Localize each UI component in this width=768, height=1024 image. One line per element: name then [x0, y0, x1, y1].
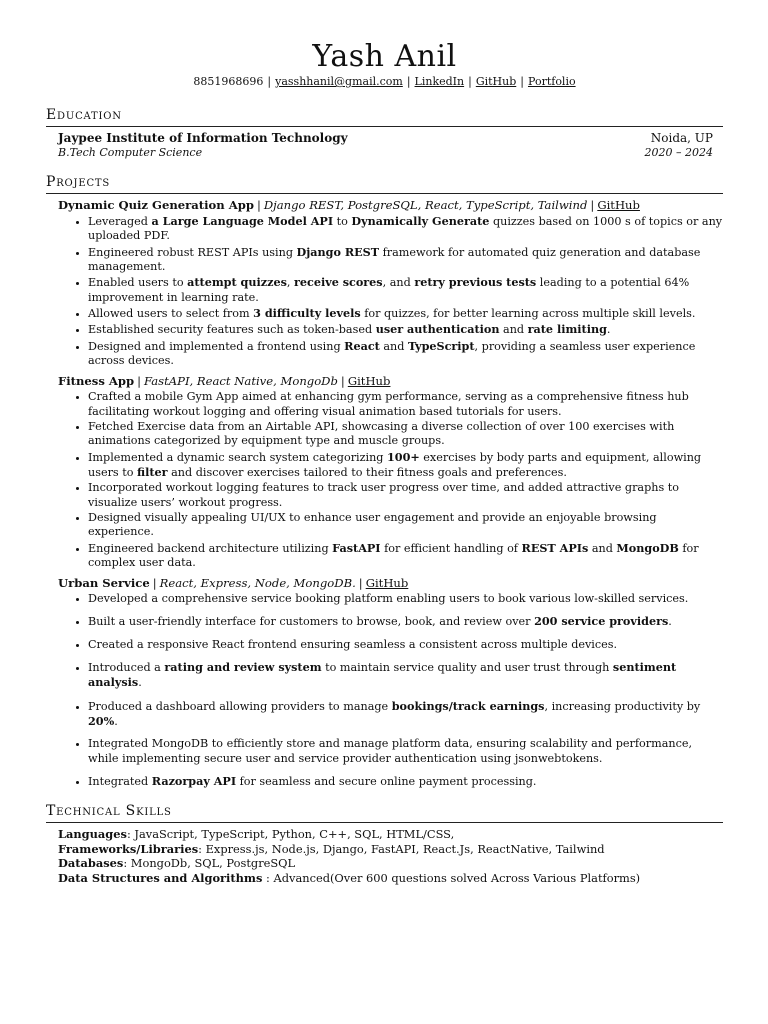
- project-title: Dynamic Quiz Generation App: [58, 198, 254, 213]
- bold-text: TypeScript: [407, 338, 475, 353]
- project-entry: [46, 576, 723, 789]
- bullet-item: • Created a responsive React frontend ensuring seamless a consistent across multiple devices.: [88, 638, 723, 652]
- degree: B.Tech Computer Science: [58, 146, 203, 160]
- skill-label: Frameworks/Libraries: [58, 841, 199, 856]
- skill-value: Express.js, Node.js, Django, FastAPI, React.Js, ReactNative, Tailwind: [205, 841, 605, 856]
- bold-text: retry previous tests: [414, 275, 537, 290]
- education-dates: 2020 – 2024: [644, 146, 713, 160]
- project-bullets: [58, 390, 723, 570]
- bold-text: 20%: [88, 714, 115, 728]
- project-github-link[interactable]: GitHub: [597, 198, 640, 213]
- bullet-item: • Designed and implemented a frontend using React and TypeScript, providing a seamless user experience across devices.: [88, 339, 723, 369]
- candidate-name: Yash Anil: [312, 39, 457, 74]
- education-row-degree: [46, 146, 723, 160]
- project-entry: [46, 374, 723, 570]
- education-row-institution: [46, 131, 723, 146]
- bullet-item: • Designed visually appealing UI/UX to enhance user engagement and provide an enjoyable browsing experience.: [88, 511, 723, 540]
- portfolio-link[interactable]: Portfolio: [527, 75, 576, 88]
- bold-text: React: [344, 338, 380, 353]
- bullet-item: • Implemented a dynamic search system categorizing 100+ exercises by body parts and equipment, allowing users to filter and discover exercises tailored to their fitness goals and preferences.: [88, 450, 723, 481]
- contact-line: [46, 75, 723, 89]
- email-link[interactable]: yasshhanil@gmail.com: [275, 75, 403, 88]
- project-header: [58, 374, 723, 389]
- linkedin-link[interactable]: LinkedIn: [414, 75, 465, 88]
- skill-row: Frameworks/Libraries: Express.js, Node.js, Django, FastAPI, React.Js, ReactNative, Tailwind: [58, 841, 605, 856]
- projects-list: [46, 198, 723, 789]
- bold-text: 100+: [387, 449, 420, 464]
- bullet-item: • Built a user-friendly interface for customers to browse, book, and review over 200 service providers.: [88, 614, 723, 629]
- project-header: [58, 198, 723, 213]
- separator: |: [590, 198, 595, 213]
- skills-list: [46, 827, 723, 885]
- institution-location: Noida, UP: [650, 130, 713, 145]
- bold-text: attempt quizzes: [187, 275, 287, 290]
- separator: |: [406, 75, 411, 88]
- bold-text: a Large Language Model API: [151, 214, 334, 229]
- bullet-item: • Fetched Exercise data from an Airtable API, showcasing a diverse collection of over 100 exercises with animations categorized by equipment type and muscle groups.: [88, 420, 723, 449]
- bullet-item: • Integrated MongoDB to efficiently store and manage platform data, ensuring scalability and performance, while implementing secure user and service provider authentication using jsonwebtokens.: [88, 737, 723, 766]
- bullet-item: • Crafted a mobile Gym App aimed at enhancing gym performance, serving as a comprehensive fitness hub facilitating workout logging and offering visual animation based tutorials for users.: [88, 390, 723, 419]
- skills-heading: Technical Skills: [46, 803, 723, 823]
- project-title: Fitness App: [58, 374, 135, 389]
- separator: |: [468, 75, 472, 88]
- project-github-link[interactable]: GitHub: [365, 576, 409, 591]
- separator: |: [137, 374, 142, 389]
- bullet-item: • Engineered robust REST APIs using Django REST framework for automated quiz generation and database management.: [88, 245, 723, 275]
- bold-text: filter: [137, 464, 168, 479]
- project-tech-stack: React, Express, Node, MongoDB.: [159, 576, 356, 591]
- bold-text: user authentication: [375, 322, 500, 337]
- bold-text: FastAPI: [332, 540, 381, 555]
- separator: |: [358, 576, 363, 591]
- institution-name: Jaypee Institute of Information Technology: [58, 130, 348, 145]
- project-header: [58, 576, 723, 591]
- bullet-item: • Introduced a rating and review system to maintain service quality and user trust through sentiment analysis.: [88, 660, 723, 691]
- bullet-item: • Established security features such as token-based user authentication and rate limiting.: [88, 322, 723, 337]
- separator: |: [256, 198, 261, 213]
- bold-text: Dynamically Generate: [351, 214, 490, 229]
- skill-value: MongoDb, SQL, PostgreSQL: [130, 856, 296, 871]
- skill-row: Databases: MongoDb, SQL, PostgreSQL: [58, 856, 296, 871]
- bold-text: Django REST: [296, 244, 380, 259]
- bullet-item: • Integrated Razorpay API for seamless and secure online payment processing.: [88, 774, 723, 789]
- bold-text: receive scores: [294, 275, 383, 290]
- bold-text: bookings/track earnings: [391, 698, 545, 713]
- project-github-link[interactable]: GitHub: [347, 374, 391, 389]
- bold-text: rate limiting: [527, 322, 607, 337]
- skill-row: Data Structures and Algorithms : Advanced(Over 600 questions solved Across Various Platforms): [58, 871, 641, 885]
- project-entry: [46, 198, 723, 368]
- github-link[interactable]: GitHub: [475, 75, 517, 88]
- project-tech-stack: FastAPI, React Native, MongoDb: [144, 374, 338, 389]
- skill-label: Databases: [58, 856, 124, 871]
- bullet-item: • Produced a dashboard allowing providers to manage bookings/track earnings, increasing productivity by 20%.: [88, 699, 723, 730]
- bold-text: MongoDB: [616, 540, 679, 555]
- bold-text: rating and review system: [164, 660, 322, 675]
- education-heading: Education: [46, 107, 723, 127]
- projects-heading: Projects: [46, 174, 723, 194]
- project-title: Urban Service: [58, 576, 150, 591]
- project-bullets: [58, 592, 723, 789]
- skill-value: JavaScript, TypeScript, Python, C++, SQL, HTML/CSS,: [134, 827, 455, 842]
- phone-number: 8851968696: [193, 75, 264, 88]
- skill-label: Data Structures and Algorithms: [58, 871, 263, 885]
- skill-value: Advanced(Over 600 questions solved Across Various Platforms): [273, 871, 641, 885]
- bold-text: 200 service providers: [534, 614, 669, 629]
- bold-text: REST APIs: [521, 540, 589, 555]
- bold-text: Razorpay API: [151, 773, 237, 788]
- separator: |: [152, 576, 157, 591]
- bold-text: 3 difficulty levels: [253, 306, 361, 321]
- separator: |: [340, 374, 345, 389]
- bullet-item: • Incorporated workout logging features to track user progress over time, and added attractive graphs to visualize users’ workout progress.: [88, 481, 723, 510]
- bold-text: sentiment analysis: [88, 660, 677, 690]
- bullet-item: • Leveraged a Large Language Model API to Dynamically Generate quizzes based on 1000 s of topics or any uploaded PDF.: [88, 214, 723, 244]
- bullet-item: • Enabled users to attempt quizzes, receive scores, and retry previous tests leading to a potential 64% improvement in learning rate.: [88, 275, 723, 305]
- separator: |: [267, 75, 272, 88]
- bullet-item: • Developed a comprehensive service booking platform enabling users to book various low-skilled services.: [88, 592, 723, 606]
- bullet-item: • Allowed users to select from 3 difficulty levels for quizzes, for better learning across multiple skill levels.: [88, 306, 723, 321]
- skill-label: Languages: [58, 827, 127, 842]
- project-bullets: [58, 214, 723, 368]
- resume-page: [46, 40, 723, 886]
- separator: |: [520, 75, 524, 88]
- bullet-item: • Engineered backend architecture utilizing FastAPI for efficient handling of REST APIs and MongoDB for complex user data.: [88, 541, 723, 571]
- skill-row: Languages: JavaScript, TypeScript, Python, C++, SQL, HTML/CSS,: [58, 827, 455, 842]
- project-tech-stack: Django REST, PostgreSQL, React, TypeScript, Tailwind: [263, 198, 588, 213]
